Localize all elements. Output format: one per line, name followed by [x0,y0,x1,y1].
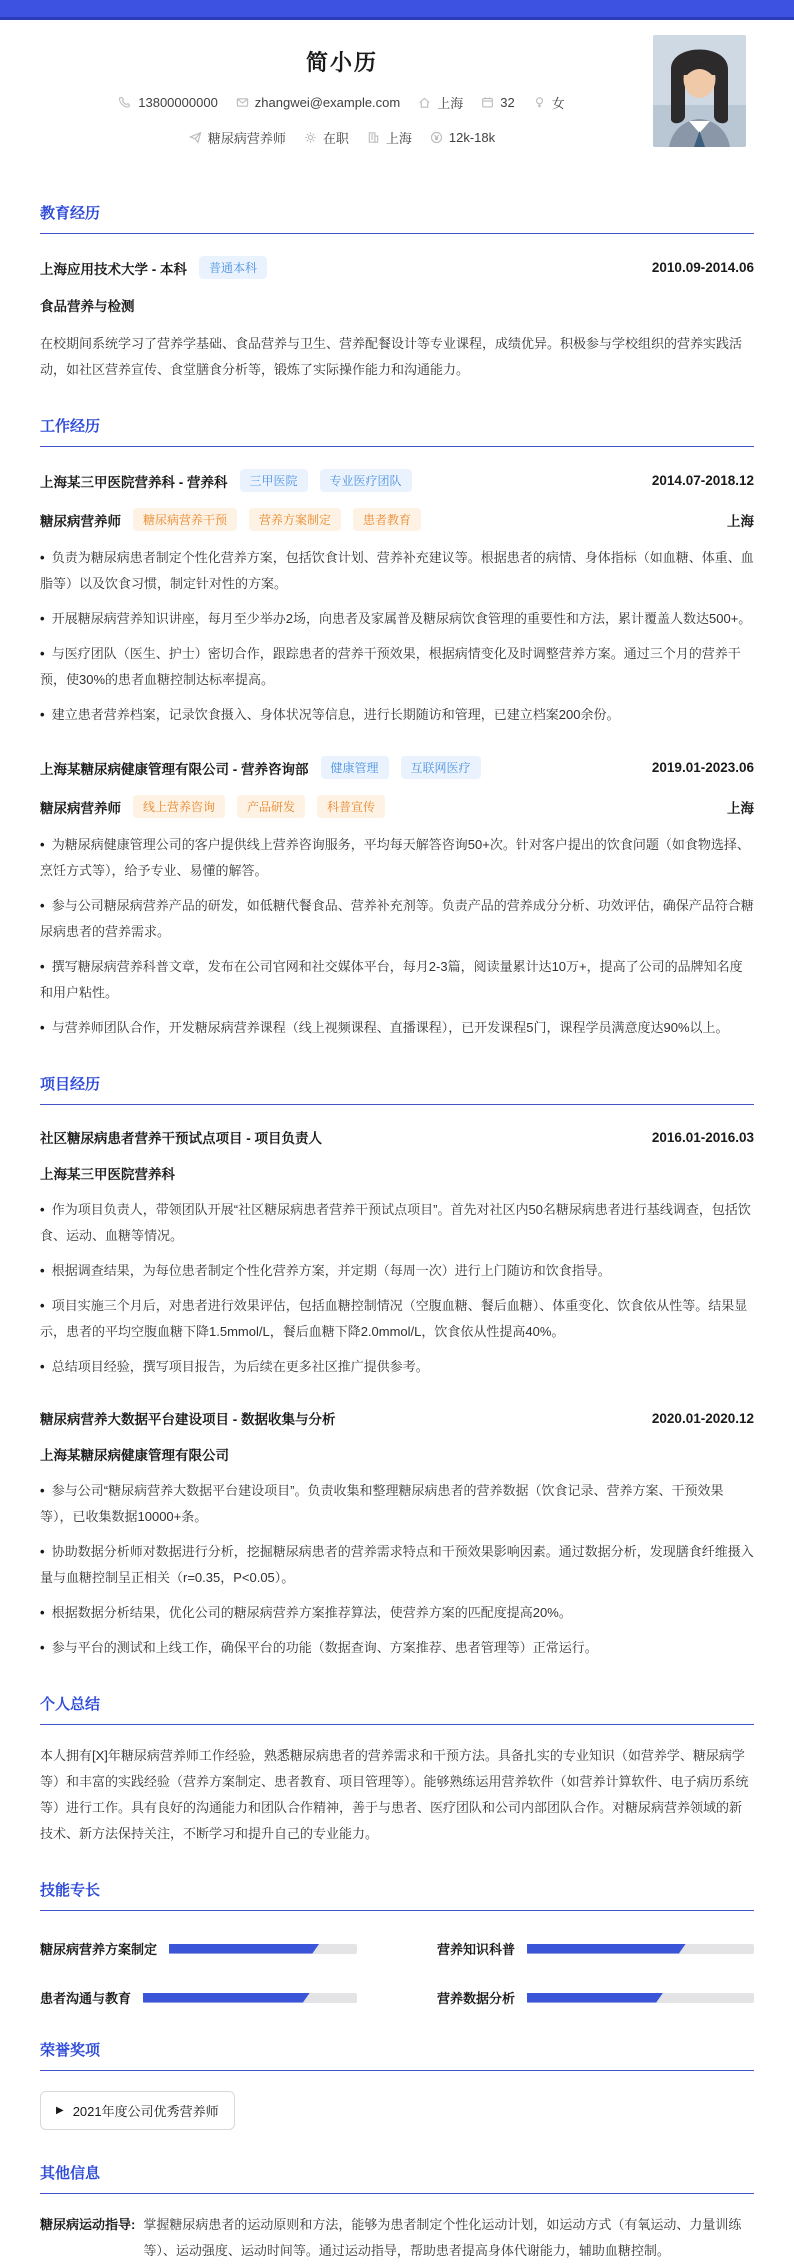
other-info-label: 糖尿病运动指导: [40,2217,136,2232]
contact-city: 上海 [367,128,412,147]
skill-bar [169,1944,357,1954]
company-tag: 健康管理 [321,756,389,779]
company-tag: 专业医疗团队 [320,469,412,492]
resume-page [0,20,794,2264]
contact-job-title: 糖尿病营养师 [189,128,286,147]
section-summary [40,1693,754,1847]
role-tag: 科普宣传 [317,795,385,818]
project-bullet: • 参与公司“糖尿病营养大数据平台建设项目”。负责收集和整理糖尿病患者的营养数据（饮食记录、营养方案、干预效果等），已收集数据10000+条。 [40,1483,724,1524]
section-honors [40,2039,754,2130]
money-icon [430,131,443,144]
role-tag: 营养方案制定 [249,508,341,531]
contact-salary: 12k-18k [430,130,495,145]
project-bullet: • 项目实施三个月后，对患者进行效果评估，包括血糖控制情况（空腹血糖、餐后血糖）、体重变化、饮食依从性等。结果显示，患者的平均空腹血糖下降1.5mmol/L，餐后血糖下降2.0mmol/L，饮食依从性提高40%。 [40,1298,748,1339]
section-title-projects: 项目经历 [40,1073,754,1105]
project-date: 2020.01-2020.12 [651,1410,754,1426]
project-bullet: • 协助数据分析师对数据进行分析，挖掘糖尿病患者的营养需求特点和干预效果影响因素。通过数据分析，发现膳食纤维摄入量与血糖控制呈正相关（r=0.35，P<0.05）。 [40,1544,754,1585]
education-date: 2010.09-2014.06 [651,260,754,275]
project-bullet: • 总结项目经验，撰写项目报告，为后续在更多社区推广提供参考。 [40,1359,429,1374]
skill-bar [527,1944,754,1954]
contact-gender: 女 [533,93,565,112]
work-bullet: • 开展糖尿病营养知识讲座，每月至少举办2场，向患者及家属普及糖尿病饮食管理的重要性和方法，累计覆盖人数达500+。 [40,611,752,626]
section-title-honors: 荣誉奖项 [40,2039,754,2071]
school-name: 上海应用技术大学 - 本科 [40,261,187,277]
project-bullet: • 作为项目负责人，带领团队开展“社区糖尿病患者营养干预试点项目”。首先对社区内50名糖尿病患者进行基线调查，包括饮食、运动、血糖等情况。 [40,1202,751,1243]
skill-row [437,1988,754,2007]
skill-label: 营养数据分析 [437,1991,516,2006]
honor-text: 2021年度公司优秀营养师 [72,2104,219,2119]
work-entry [40,756,754,1041]
building-icon [367,131,380,144]
section-education [40,202,754,383]
skill-row [40,1939,357,1958]
other-info-text: 掌握糖尿病患者的运动原则和方法，能够为患者制定个性化运动计划，如运动方式（有氧运动、力量训练等）、运动强度、运动时间等。通过运动指导，帮助患者提高身体代谢能力，辅助血糖控制。 [143,2217,742,2258]
section-work [40,415,754,1041]
education-description: 在校期间系统学习了营养学基础、食品营养与卫生、营养配餐设计等专业课程，成绩优异。积极参与学校组织的营养实践活动，如社区营养宣传、食堂膳食分析等，锻炼了实际操作能力和沟通能力。 [40,336,743,377]
skill-bar-fill [527,1993,663,2003]
page-title: 简小历 [305,50,378,75]
contact-row-2 [40,128,644,147]
project-date: 2016.01-2016.03 [651,1129,754,1145]
play-icon: ▶ [56,2105,64,2116]
skill-row [40,1988,357,2007]
project-name: 糖尿病营养大数据平台建设项目 - 数据收集与分析 [40,1412,336,1427]
role-title: 糖尿病营养师 [40,800,121,816]
work-date: 2019.01-2023.06 [651,760,754,775]
work-bullet: • 与医疗团队（医生、护士）密切合作，跟踪患者的营养干预效果，根据病情变化及时调整营养方案。通过三个月的营养干预，使30%的患者血糖控制达标率提高。 [40,646,741,687]
work-bullet: • 建立患者营养档案，记录饮食摄入、身体状况等信息，进行长期随访和管理，已建立档案200余份。 [40,707,620,722]
age-icon [481,96,494,109]
education-tag: 普通本科 [199,256,267,279]
phone-icon [119,96,132,109]
skill-row [437,1939,754,1958]
section-skills [40,1879,754,2007]
company-tag: 三甲医院 [240,469,308,492]
education-major: 食品营养与检测 [40,299,135,314]
company-name: 上海某三甲医院营养科 - 营养科 [40,474,228,490]
project-org: 上海某糖尿病健康管理有限公司 [40,1448,229,1463]
role-tag: 糖尿病营养干预 [133,508,237,531]
role-tag: 患者教育 [353,508,421,531]
skill-bar [143,1993,357,2003]
role-tag: 产品研发 [237,795,305,818]
gear-icon [304,131,317,144]
work-bullet: • 参与公司糖尿病营养产品的研发，如低糖代餐食品、营养补充剂等。负责产品的营养成分分析、功效评估，确保产品符合糖尿病患者的营养需求。 [40,898,754,939]
work-bullet: • 负责为糖尿病患者制定个性化营养方案，包括饮食计划、营养补充建议等。根据患者的病情、身体指标（如血糖、体重、血脂等）以及饮食习惯，制定针对性的方案。 [40,550,754,591]
contact-status: 在职 [304,128,349,147]
paper-plane-icon [189,131,202,144]
work-entry [40,469,754,728]
project-bullet: • 根据数据分析结果，优化公司的糖尿病营养方案推荐算法，使营养方案的匹配度提高20%。 [40,1605,572,1620]
skill-bar-fill [143,1993,310,2003]
skill-bar-fill [527,1944,686,1954]
section-other [40,2162,754,2264]
other-info-item [40,2212,754,2264]
section-title-other: 其他信息 [40,2162,754,2194]
summary-text: 本人拥有[X]年糖尿病营养师工作经验，熟悉糖尿病患者的营养需求和干预方法。具备扎实的专业知识（如营养学、糖尿病学等）和丰富的实践经验（营养方案制定、患者教育、项目管理等）。能够熟练运用营养软件（如营养计算软件、电子病历系统等）进行工作。具有良好的沟通能力和团队合作精神，善于与患者、医疗团队和公司内部团队合作。对糖尿病营养领域的新技术、新方法保持关注，不断学习和提升自己的专业能力。 [40,1748,749,1841]
work-date: 2014.07-2018.12 [651,473,754,488]
email-icon [236,96,249,109]
contact-row-1 [40,93,644,112]
contact-phone: 13800000000 [119,95,218,110]
home-icon [418,96,431,109]
project-entry [40,1408,754,1661]
role-tag: 线上营养咨询 [133,795,225,818]
honor-badge [40,2091,235,2130]
gender-icon [533,96,546,109]
section-projects [40,1073,754,1661]
project-bullet: • 参与平台的测试和上线工作，确保平台的功能（数据查询、方案推荐、患者管理等）正常运行。 [40,1640,598,1655]
section-title-summary: 个人总结 [40,1693,754,1725]
role-title: 糖尿病营养师 [40,513,121,529]
project-org: 上海某三甲医院营养科 [40,1167,175,1182]
portrait-placeholder [653,35,746,147]
skill-bar [527,1993,754,2003]
section-title-skills: 技能专长 [40,1879,754,1911]
project-bullet: • 根据调查结果，为每位患者制定个性化营养方案，并定期（每周一次）进行上门随访和饮食指导。 [40,1263,611,1278]
project-entry [40,1127,754,1380]
skill-label: 糖尿病营养方案制定 [40,1942,158,1957]
contact-age: 32 [481,95,514,110]
contact-location: 上海 [418,93,463,112]
skill-bar-fill [169,1944,319,1954]
work-bullet: • 为糖尿病健康管理公司的客户提供线上营养咨询服务，平均每天解答咨询50+次。针对客户提出的饮食问题（如食物选择、烹饪方式等），给予专业、易懂的解答。 [40,837,750,878]
work-location: 上海 [727,513,754,529]
company-name: 上海某糖尿病健康管理有限公司 - 营养咨询部 [40,761,309,777]
skill-label: 营养知识科普 [437,1942,516,1957]
section-title-work: 工作经历 [40,415,754,447]
work-bullet: • 与营养师团队合作，开发糖尿病营养课程（线上视频课程、直播课程），已开发课程5门，课程学员满意度达90%以上。 [40,1020,729,1035]
section-title-education: 教育经历 [40,202,754,234]
skill-label: 患者沟通与教育 [40,1991,132,2006]
profile-photo [653,35,746,147]
contact-email: zhangwei@example.com [236,95,400,110]
company-tag: 互联网医疗 [401,756,481,779]
work-bullet: • 撰写糖尿病营养科普文章，发布在公司官网和社交媒体平台，每月2-3篇，阅读量累计达10万+，提高了公司的品牌知名度和用户粘性。 [40,959,743,1000]
resume-header [40,20,754,170]
top-accent-bar [0,0,794,20]
project-name: 社区糖尿病患者营养干预试点项目 - 项目负责人 [40,1131,322,1146]
work-location: 上海 [727,800,754,816]
